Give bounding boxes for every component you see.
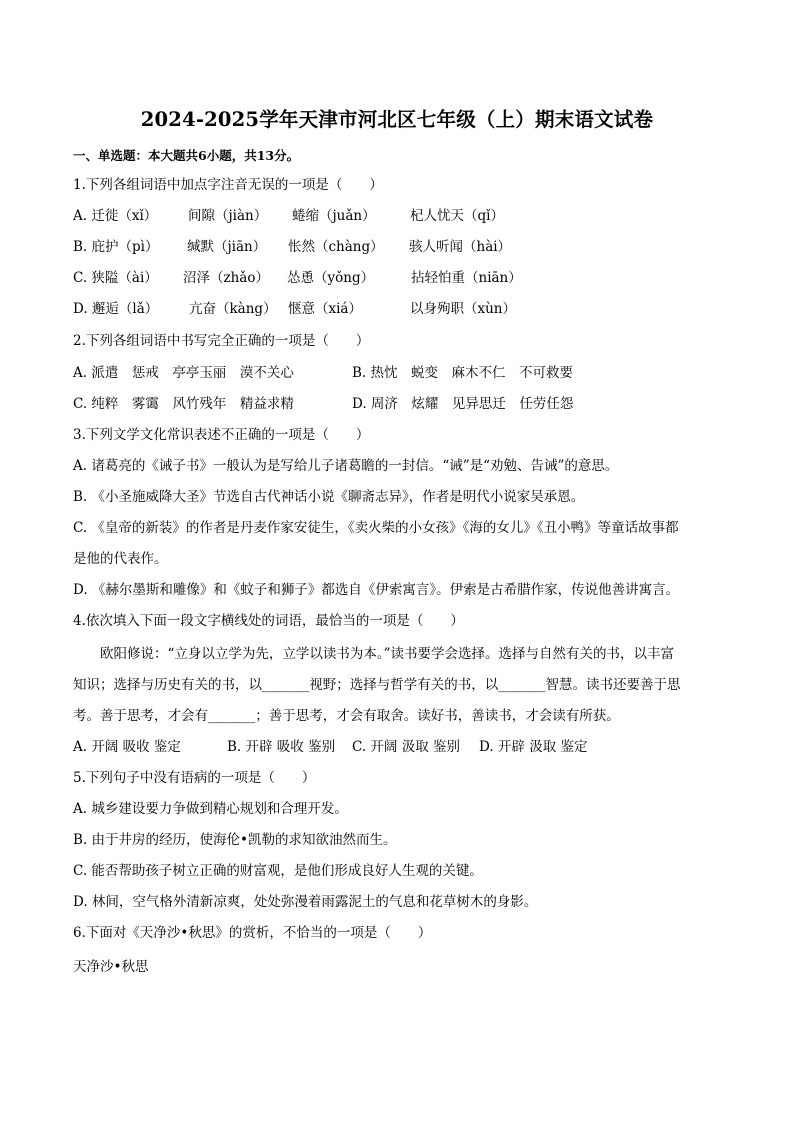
q6-poem-title: 天净沙•秋思 <box>73 959 149 975</box>
q2-option-b: B. 热忱 蜕变 麻木不仁 不可救要 <box>352 365 574 381</box>
q3-option-b: B. 《小圣施威降大圣》节选自古代神话小说《聊斋志异》，作者是明代小说家吴承恩。 <box>73 489 585 505</box>
q2-option-c: C. 纯粹 雾霭 风竹残年 精益求精 <box>73 396 294 412</box>
q3-option-c-line1: C. 《皇帝的新装》的作者是丹麦作家安徒生，《卖火柴的小女孩》《海的女儿》《丑小鸭》等童话故事都 <box>73 520 679 536</box>
q3-option-a: A. 诸葛亮的《诫子书》一般认为是写给儿子诸葛瞻的一封信。“诫”是“劝勉、告诫”的意思。 <box>73 458 619 474</box>
q4-option-a: A. 开阔 吸收 鉴定 <box>73 739 181 755</box>
exam-title: 2024-2025学年天津市河北区七年级（上）期末语文试卷 <box>140 108 654 131</box>
q1-d-word3: 惬意（xiá） <box>288 301 362 317</box>
q4-option-d: D. 开辟 汲取 鉴定 <box>479 739 588 755</box>
q1-c-word1: C. 狭隘（ài） <box>73 270 158 286</box>
q4-stem: 4.依次填入下面一段文字横线处的词语，最恰当的一项是（ ） <box>73 613 464 629</box>
q3-option-d: D. 《赫尔墨斯和雕像》和《蚊子和狮子》都选自《伊索寓言》。伊索是古希腊作家，传说他善讲寓言。 <box>73 582 680 598</box>
q2-option-a: A. 派遣 惩戒 亭亭玉丽 漠不关心 <box>73 365 294 381</box>
q4-option-b: B. 开辟 吸收 鉴别 <box>227 739 336 755</box>
q2-option-d: D. 周济 炫耀 见异思迁 任劳任怨 <box>352 396 574 412</box>
q5-option-a: A. 城乡建设要力争做到精心规划和合理开发。 <box>73 801 348 817</box>
q1-b-word2: 缄默（jiān） <box>187 239 267 255</box>
q3-stem: 3.下列文学文化常识表述不正确的一项是（ ） <box>73 427 370 443</box>
q1-a-word3: 蜷缩（juǎn） <box>292 208 376 224</box>
q4-option-c: C. 开阔 汲取 鉴别 <box>352 739 461 755</box>
q5-option-d: D. 林间，空气格外清新凉爽，处处弥漫着雨露泥土的气息和花草树木的身影。 <box>73 894 538 910</box>
q6-stem: 6.下面对《天净沙•秋思》的赏析，不恰当的一项是（ ） <box>73 925 432 941</box>
q4-passage-line1: 欧阳修说：“立身以立学为先，立学以读书为本。”读书要学会选择。选择与自然有关的书，以丰富 <box>100 646 675 662</box>
q5-option-c: C. 能否帮助孩子树立正确的财富观，是他们形成良好人生观的关键。 <box>73 863 483 879</box>
q3-option-c-line2: 是他的代表作。 <box>73 551 168 567</box>
section-heading: 一、单选题：本大题共6小题，共13分。 <box>73 148 300 163</box>
q1-a-word2: 间隙（jiàn） <box>188 208 268 224</box>
q1-d-word2: 亢奋（kàng） <box>189 301 277 317</box>
q1-a-word4: 杞人忧天（qǐ） <box>410 208 504 224</box>
q1-c-word3: 怂恿（yǒng） <box>287 270 375 286</box>
q1-b-word4: 骇人听闻（hài） <box>409 239 512 255</box>
q5-stem: 5.下列句子中没有语病的一项是（ ） <box>73 770 316 786</box>
q1-b-word3: 怅然（chàng） <box>288 239 384 255</box>
q1-stem: 1.下列各组词语中加点字注音无误的一项是（ ） <box>73 177 383 193</box>
q1-c-word4: 拈轻怕重（niān） <box>411 270 522 286</box>
q4-passage-line2: 知识；选择与历史有关的书，以_______视野；选择与哲学有关的书，以_______智慧。读书还要善于思 <box>73 677 681 693</box>
q1-d-word1: D. 邂逅（lǎ） <box>73 301 159 317</box>
q1-b-word1: B. 庇护（pì） <box>73 239 159 255</box>
q1-d-word4: 以身殉职（xùn） <box>410 301 517 317</box>
q2-stem: 2.下列各组词语中书写完全正确的一项是（ ） <box>73 333 370 349</box>
q1-a-word1: A. 迁徙（xǐ） <box>73 208 158 224</box>
q4-passage-line3: 考。善于思考，才会有_______；善于思考，才会有取舍。读好书，善读书，才会读有所获。 <box>73 708 620 724</box>
q5-option-b: B. 由于井房的经历，使海伦•凯勒的求知欲油然而生。 <box>73 832 397 848</box>
q1-c-word2: 沼泽（zhǎo） <box>183 270 269 286</box>
